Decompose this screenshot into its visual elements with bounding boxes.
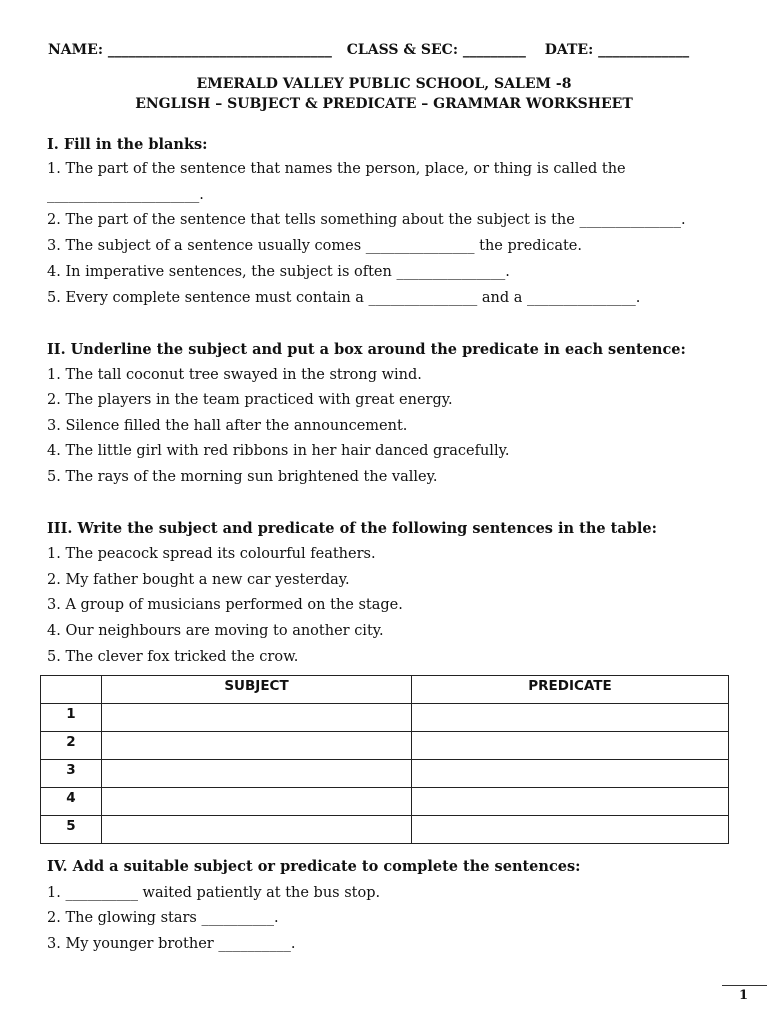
section-4-line: 2. The glowing stars __________. xyxy=(47,910,279,926)
predicate-cell[interactable] xyxy=(412,704,729,732)
subject-cell[interactable] xyxy=(102,704,412,732)
name-field: NAME: ________________________________ xyxy=(48,42,332,58)
section-2-heading: II. Underline the subject and put a box around the predicate in each sentence: xyxy=(47,341,686,358)
section-2-line: 4. The little girl with red ribbons in her hair danced gracefully. xyxy=(47,443,510,459)
row-number: 5 xyxy=(41,816,102,844)
subject-column-header: SUBJECT xyxy=(102,676,412,704)
table-row xyxy=(41,732,729,760)
table-header-blank xyxy=(41,676,102,704)
table-row xyxy=(41,788,729,816)
section-1-line: 5. Every complete sentence must contain a _______________ and a _______________. xyxy=(47,290,641,306)
class-sec-field: CLASS & SEC: _________ xyxy=(346,42,526,58)
predicate-cell[interactable] xyxy=(412,760,729,788)
section-2-line: 5. The rays of the morning sun brightened the valley. xyxy=(47,469,438,485)
section-3-line: 4. Our neighbours are moving to another city. xyxy=(47,623,384,639)
subject-cell[interactable] xyxy=(102,732,412,760)
section-1-line: 2. The part of the sentence that tells something about the subject is the ______________. xyxy=(47,212,686,228)
section-1-line: _____________________. xyxy=(47,187,204,203)
predicate-cell[interactable] xyxy=(412,816,729,844)
worksheet-title: ENGLISH – SUBJECT & PREDICATE – GRAMMAR WORKSHEET xyxy=(135,96,633,112)
subject-cell[interactable] xyxy=(102,760,412,788)
section-1-line: 1. The part of the sentence that names the person, place, or thing is called the xyxy=(47,161,626,177)
row-number: 1 xyxy=(41,704,102,732)
footer-divider xyxy=(722,985,767,986)
section-3-line: 5. The clever fox tricked the crow. xyxy=(47,649,299,665)
section-4-line: 1. __________ waited patiently at the bus stop. xyxy=(47,885,381,901)
section-2-line: 1. The tall coconut tree swayed in the strong wind. xyxy=(47,367,422,383)
predicate-column-header: PREDICATE xyxy=(412,676,729,704)
table-row xyxy=(41,816,729,844)
section-1-line: 4. In imperative sentences, the subject is often _______________. xyxy=(47,264,510,280)
row-number: 2 xyxy=(41,732,102,760)
predicate-cell[interactable] xyxy=(412,788,729,816)
table-row xyxy=(41,704,729,732)
school-name: EMERALD VALLEY PUBLIC SCHOOL, SALEM -8 xyxy=(196,76,572,92)
section-1-line: 3. The subject of a sentence usually comes _______________ the predicate. xyxy=(47,238,582,254)
student-info-header xyxy=(48,42,720,58)
subject-predicate-table xyxy=(40,675,729,844)
section-4-heading: IV. Add a suitable subject or predicate to complete the sentences: xyxy=(47,858,581,875)
row-number: 3 xyxy=(41,760,102,788)
section-3-line: 1. The peacock spread its colourful feathers. xyxy=(47,546,376,562)
predicate-cell[interactable] xyxy=(412,732,729,760)
table-row xyxy=(41,760,729,788)
row-number: 4 xyxy=(41,788,102,816)
subject-cell[interactable] xyxy=(102,788,412,816)
table-header-row xyxy=(41,676,729,704)
section-2-line: 2. The players in the team practiced with great energy. xyxy=(47,392,453,408)
section-3-line: 3. A group of musicians performed on the stage. xyxy=(47,597,403,613)
section-1-heading: I. Fill in the blanks: xyxy=(47,136,208,153)
section-2-line: 3. Silence filled the hall after the announcement. xyxy=(47,418,408,434)
subject-cell[interactable] xyxy=(102,816,412,844)
section-3-line: 2. My father bought a new car yesterday. xyxy=(47,572,350,588)
date-field: DATE: _____________ xyxy=(544,42,690,58)
section-4-line: 3. My younger brother __________. xyxy=(47,936,296,952)
page-number: 1 xyxy=(739,988,749,1003)
section-3-heading: III. Write the subject and predicate of the following sentences in the table: xyxy=(47,520,657,537)
